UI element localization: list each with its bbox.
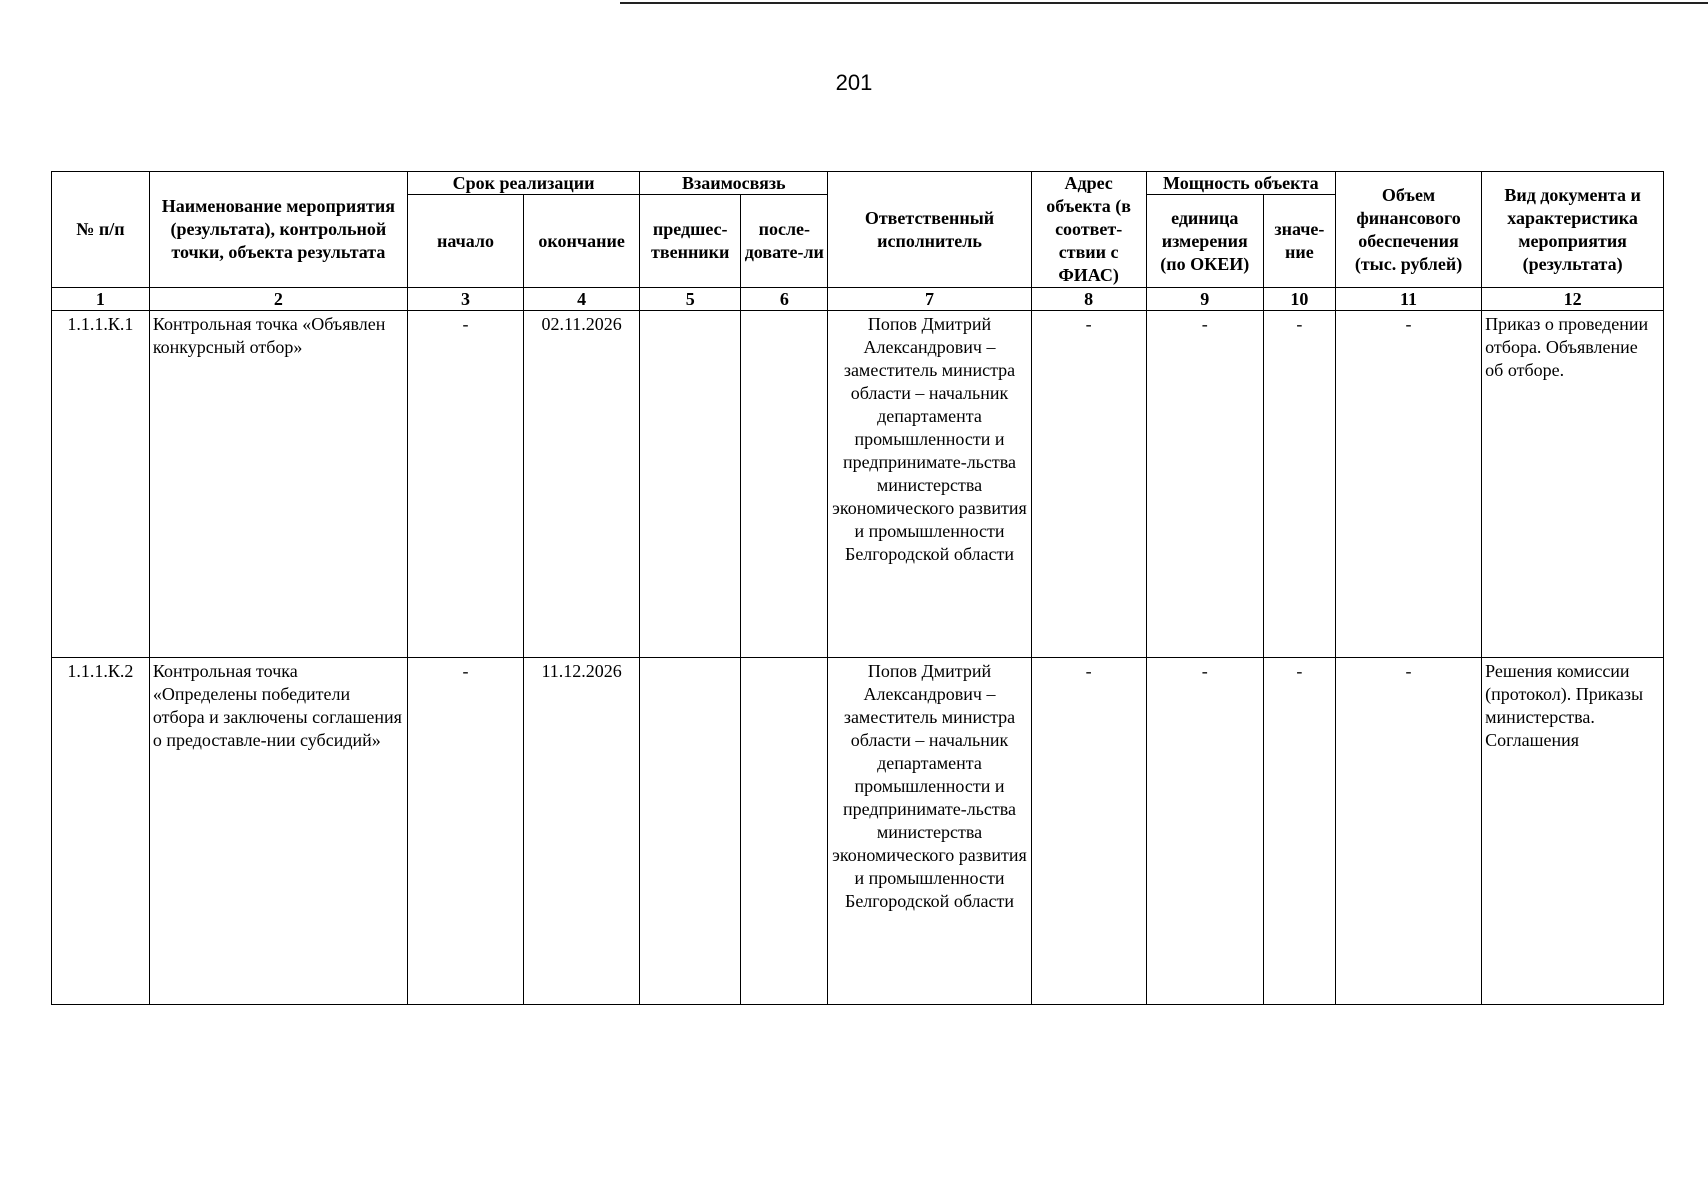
row-predecessors [640, 658, 741, 1005]
column-number: 2 [149, 288, 407, 311]
row-end: 11.12.2026 [524, 658, 640, 1005]
row-predecessors [640, 311, 741, 658]
column-number: 11 [1335, 288, 1481, 311]
header-document: Вид документа и характеристика мероприятия (результата) [1482, 172, 1664, 288]
header-end: окончание [524, 195, 640, 288]
row-value: - [1263, 658, 1335, 1005]
row-address: - [1031, 311, 1146, 658]
column-number: 9 [1146, 288, 1263, 311]
row-address: - [1031, 658, 1146, 1005]
column-number: 8 [1031, 288, 1146, 311]
row-finance: - [1335, 658, 1481, 1005]
column-number: 12 [1482, 288, 1664, 311]
row-activity-name: Контрольная точка «Объявлен конкурсный отбор» [149, 311, 407, 658]
row-successors [741, 311, 828, 658]
row-value: - [1263, 311, 1335, 658]
column-number: 1 [52, 288, 150, 311]
header-unit: единица измерения (по ОКЕИ) [1146, 195, 1263, 288]
row-number: 1.1.1.К.2 [52, 658, 150, 1005]
column-number: 7 [828, 288, 1031, 311]
page-number: 201 [835, 70, 873, 95]
row-responsible: Попов Дмитрий Александрович – заместитель министра области – начальник департамента промышленности и предпринимате-льства министерства экономического развития и промышленности Белгородской области [828, 311, 1031, 658]
column-number: 10 [1263, 288, 1335, 311]
top-scan-rule [620, 2, 1708, 4]
column-number: 5 [640, 288, 741, 311]
column-number: 6 [741, 288, 828, 311]
header-start: начало [407, 195, 523, 288]
header-predecessors: предшес-твенники [640, 195, 741, 288]
row-responsible: Попов Дмитрий Александрович – заместитель министра области – начальник департамента промышленности и предпринимате-льства министерства экономического развития и промышленности Белгородской области [828, 658, 1031, 1005]
header-address: Адрес объекта (в соответ-ствии с ФИАС) [1031, 172, 1146, 288]
header-responsible: Ответственный исполнитель [828, 172, 1031, 288]
header-group-relationship: Взаимосвязь [640, 172, 828, 195]
row-unit: - [1146, 311, 1263, 658]
row-activity-name: Контрольная точка «Определены победители отбора и заключены соглашения о предоставле-нии субсидий» [149, 658, 407, 1005]
column-number-row [52, 288, 1664, 311]
implementation-plan-table [51, 171, 1664, 1005]
row-finance: - [1335, 311, 1481, 658]
row-start: - [407, 658, 523, 1005]
row-document: Приказ о проведении отбора. Объявление об отборе. [1482, 311, 1664, 658]
row-end: 02.11.2026 [524, 311, 640, 658]
header-group-capacity: Мощность объекта [1146, 172, 1335, 195]
table-row [52, 658, 1664, 1005]
header-row [52, 172, 1664, 195]
table-row [52, 311, 1664, 658]
header-finance: Объем финансового обеспечения (тыс. рублей) [1335, 172, 1481, 288]
row-successors [741, 658, 828, 1005]
row-unit: - [1146, 658, 1263, 1005]
header-group-term: Срок реализации [407, 172, 639, 195]
row-number: 1.1.1.К.1 [52, 311, 150, 658]
row-start: - [407, 311, 523, 658]
column-number: 3 [407, 288, 523, 311]
header-successors: после-довате-ли [741, 195, 828, 288]
header-number: № п/п [52, 172, 150, 288]
row-document: Решения комиссии (протокол). Приказы министерства. Соглашения [1482, 658, 1664, 1005]
header-value: значе-ние [1263, 195, 1335, 288]
header-activity-name: Наименование мероприятия (результата), контрольной точки, объекта результата [149, 172, 407, 288]
column-number: 4 [524, 288, 640, 311]
